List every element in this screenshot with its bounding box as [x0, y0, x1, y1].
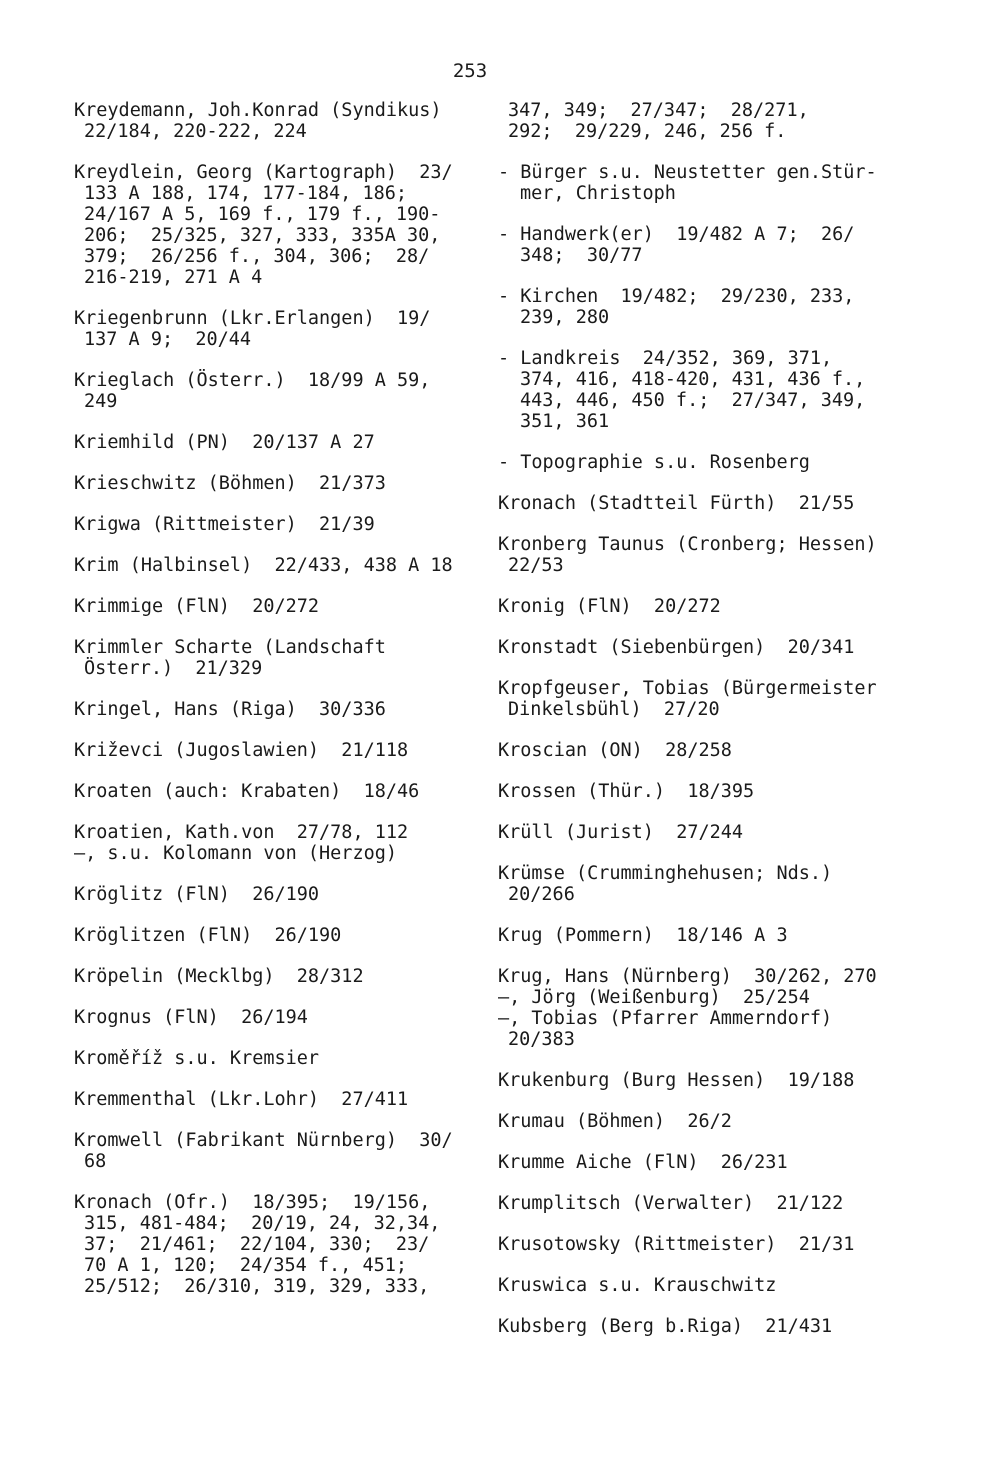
index-entry [498, 1316, 898, 1337]
index-entry [74, 781, 474, 802]
index-entry-line: - Landkreis 24/352, 369, 371, [498, 348, 833, 369]
index-entry [498, 534, 898, 576]
index-entry-line: Križevci (Jugoslawien) 21/118 [74, 740, 409, 761]
index-entry-line: 239, 280 [520, 307, 610, 328]
index-entry [498, 740, 898, 761]
index-entry [498, 1070, 898, 1091]
index-entry [498, 286, 898, 328]
index-entry-line: 22/184, 220-222, 224 [84, 121, 307, 142]
index-entry-line: Krüll (Jurist) 27/244 [498, 822, 744, 843]
index-entry-line: Kromwell (Fabrikant Nürnberg) 30/ [74, 1130, 453, 1151]
index-entry [498, 1234, 898, 1255]
index-entry-line: 374, 416, 418-420, 431, 436 f., [520, 369, 866, 390]
index-entry-line: Kronig (FlN) 20/272 [498, 596, 721, 617]
index-entry [498, 637, 898, 658]
index-entry [498, 452, 898, 473]
index-entry-line: 206; 25/325, 327, 333, 335A 30, [84, 225, 441, 246]
index-entry-line: Kröglitzen (FlN) 26/190 [74, 925, 342, 946]
index-entry-line: 68 [84, 1151, 107, 1172]
index-entry [498, 925, 898, 946]
index-entry [74, 100, 474, 142]
index-entry-line: Kubsberg (Berg b.Riga) 21/431 [498, 1316, 833, 1337]
index-entry [74, 162, 474, 288]
index-entry [498, 596, 898, 617]
index-entry-line: 351, 361 [520, 411, 610, 432]
index-entry [498, 863, 898, 905]
index-entry-line: - Bürger s.u. Neustetter gen.Stür- [498, 162, 877, 183]
index-entry-line: Krümse (Crumminghehusen; Nds.) [498, 863, 833, 884]
index-entry-line: Kroměříž s.u. Kremsier [74, 1048, 320, 1069]
index-entry [498, 162, 898, 204]
index-entry [498, 100, 898, 142]
index-entry-line: - Topographie s.u. Rosenberg [498, 452, 810, 473]
index-entry-line: Krumme Aiche (FlN) 26/231 [498, 1152, 788, 1173]
index-entry-line: Kröglitz (FlN) 26/190 [74, 884, 320, 905]
index-entry-line: - Handwerk(er) 19/482 A 7; 26/ [498, 224, 855, 245]
index-column-right [498, 100, 898, 1357]
index-entry-line: 20/383 [508, 1029, 575, 1050]
index-entry-line: 137 A 9; 20/44 [84, 329, 252, 350]
index-entry-line: Krieschwitz (Böhmen) 21/373 [74, 473, 386, 494]
index-entry-line: Kröpelin (Mecklbg) 28/312 [74, 966, 364, 987]
index-entry-line: 22/53 [508, 555, 564, 576]
index-entry [498, 348, 898, 432]
index-entry [74, 699, 474, 720]
index-entry [74, 596, 474, 617]
index-entry [498, 1111, 898, 1132]
index-entry-line: 315, 481-484; 20/19, 24, 32,34, [84, 1213, 441, 1234]
index-entry [74, 1192, 474, 1297]
index-entry [74, 1048, 474, 1069]
index-entry-line: Kropfgeuser, Tobias (Bürgermeister [498, 678, 877, 699]
index-entry [74, 740, 474, 761]
index-entry [74, 822, 474, 864]
index-entry [74, 637, 474, 679]
index-entry [498, 1275, 898, 1296]
index-entry [498, 1193, 898, 1214]
index-entry-line: —, Tobias (Pfarrer Ammerndorf) [498, 1008, 833, 1029]
index-entry-line: Krognus (FlN) 26/194 [74, 1007, 308, 1028]
index-entry-line: Kreydlein, Georg (Kartograph) 23/ [74, 162, 453, 183]
index-entry-line: Kroscian (ON) 28/258 [498, 740, 732, 761]
index-entry-line: Krukenburg (Burg Hessen) 19/188 [498, 1070, 855, 1091]
index-entry [74, 432, 474, 453]
index-entry [74, 1007, 474, 1028]
index-entry [74, 473, 474, 494]
index-entry-line: Dinkelsbühl) 27/20 [508, 699, 720, 720]
index-entry-line: - Kirchen 19/482; 29/230, 233, [498, 286, 855, 307]
index-entry [74, 555, 474, 576]
index-entry-line: 348; 30/77 [520, 245, 643, 266]
index-entry [74, 966, 474, 987]
index-entry-line: 379; 26/256 f., 304, 306; 28/ [84, 246, 430, 267]
index-entry [498, 1152, 898, 1173]
index-entry-line: 25/512; 26/310, 319, 329, 333, [84, 1276, 430, 1297]
index-entry-line: Kronstadt (Siebenbürgen) 20/341 [498, 637, 855, 658]
index-entry-line: Kreydemann, Joh.Konrad (Syndikus) [74, 100, 442, 121]
index-entry-line: Kruswica s.u. Krauschwitz [498, 1275, 777, 1296]
index-entry-line: 443, 446, 450 f.; 27/347, 349, [520, 390, 866, 411]
index-entry-line: 70 A 1, 120; 24/354 f., 451; [84, 1255, 408, 1276]
index-entry-line: 347, 349; 27/347; 28/271, [508, 100, 809, 121]
index-entry-line: —, Jörg (Weißenburg) 25/254 [498, 987, 810, 1008]
index-entry-line: Kringel, Hans (Riga) 30/336 [74, 699, 386, 720]
index-entry-line: Krimmige (FlN) 20/272 [74, 596, 320, 617]
index-entry-line: 216-219, 271 A 4 [84, 267, 263, 288]
index-entry-line: Krim (Halbinsel) 22/433, 438 A 18 [74, 555, 453, 576]
index-entry-line: 37; 21/461; 22/104, 330; 23/ [84, 1234, 430, 1255]
index-entry-line: Krimmler Scharte (Landschaft [74, 637, 386, 658]
index-entry-line: Krieglach (Österr.) 18/99 A 59, [74, 370, 431, 391]
index-entry [498, 966, 898, 1050]
index-entry-line: Kroatien, Kath.von 27/78, 112 [74, 822, 409, 843]
index-entry-line: mer, Christoph [520, 183, 676, 204]
index-entry [498, 781, 898, 802]
index-entry [74, 514, 474, 535]
page-number: 253 [452, 60, 488, 82]
index-entry [498, 224, 898, 266]
index-column-left [74, 100, 474, 1317]
index-entry [74, 370, 474, 412]
index-entry [74, 884, 474, 905]
index-entry-line: —, s.u. Kolomann von (Herzog) [74, 843, 398, 864]
index-entry-line: Kronberg Taunus (Cronberg; Hessen) [498, 534, 877, 555]
index-entry-line: Krug (Pommern) 18/146 A 3 [498, 925, 788, 946]
index-entry [498, 822, 898, 843]
index-entry [74, 308, 474, 350]
index-entry [74, 1130, 474, 1172]
index-entry-line: Kroaten (auch: Krabaten) 18/46 [74, 781, 420, 802]
index-entry-line: Kriemhild (PN) 20/137 A 27 [74, 432, 375, 453]
index-entry-line: Kremmenthal (Lkr.Lohr) 27/411 [74, 1089, 409, 1110]
index-entry-line: 24/167 A 5, 169 f., 179 f., 190- [84, 204, 441, 225]
index-entry-line: Österr.) 21/329 [84, 658, 263, 679]
index-entry-line: Krusotowsky (Rittmeister) 21/31 [498, 1234, 855, 1255]
index-entry-line: Kriegenbrunn (Lkr.Erlangen) 19/ [74, 308, 431, 329]
index-entry-line: Krigwa (Rittmeister) 21/39 [74, 514, 375, 535]
index-entry-line: 249 [84, 391, 118, 412]
index-entry-line: 20/266 [508, 884, 575, 905]
index-entry-line: Krossen (Thür.) 18/395 [498, 781, 755, 802]
index-entry [74, 925, 474, 946]
index-entry-line: Krug, Hans (Nürnberg) 30/262, 270 [498, 966, 877, 987]
index-entry [498, 493, 898, 514]
index-entry-line: Kronach (Ofr.) 18/395; 19/156, [74, 1192, 431, 1213]
index-entry-line: Kronach (Stadtteil Fürth) 21/55 [498, 493, 855, 514]
index-entry-line: Krumplitsch (Verwalter) 21/122 [498, 1193, 844, 1214]
index-entry [498, 678, 898, 720]
index-entry-line: Krumau (Böhmen) 26/2 [498, 1111, 732, 1132]
index-entry-line: 292; 29/229, 246, 256 f. [508, 121, 787, 142]
index-entry [74, 1089, 474, 1110]
index-entry-line: 133 A 188, 174, 177-184, 186; [84, 183, 408, 204]
